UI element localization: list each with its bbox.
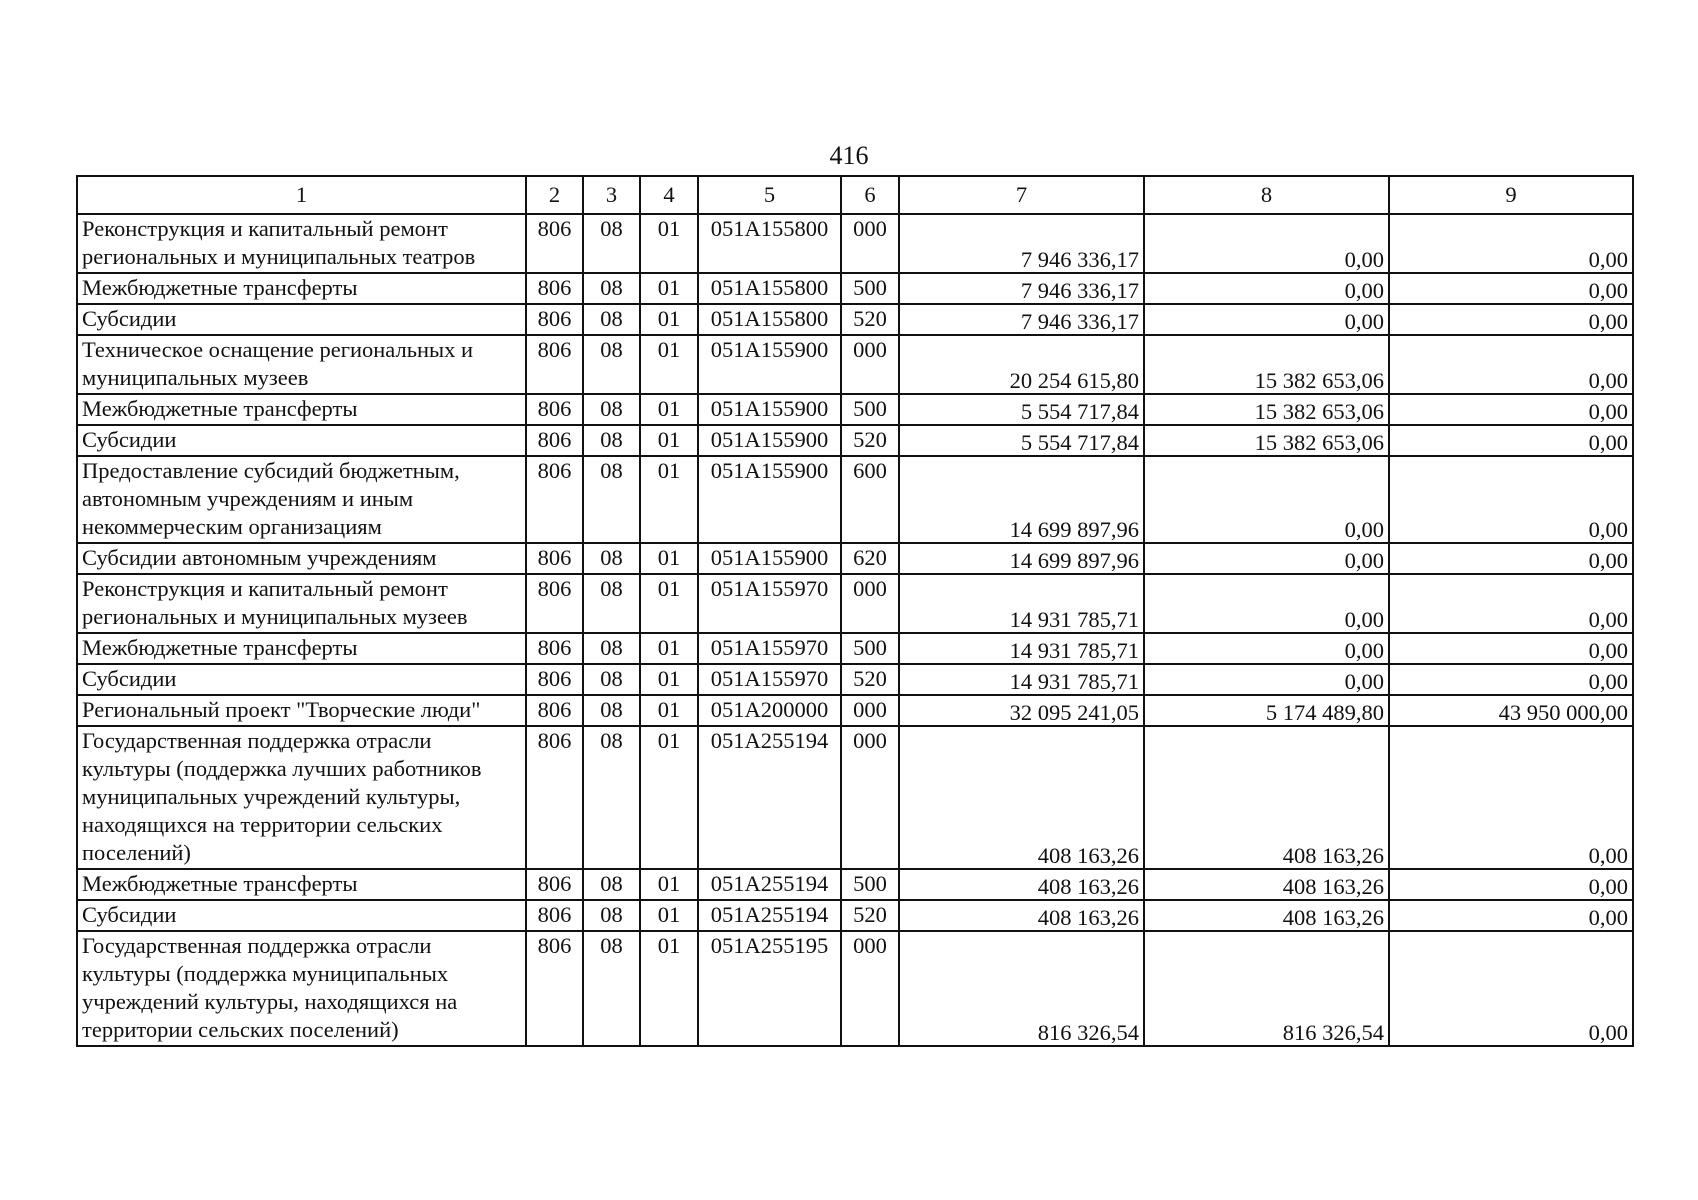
amount-col7-cell bbox=[899, 664, 1144, 695]
subsection-code-cell: 01 bbox=[640, 394, 698, 425]
amount-value: 14 931 785,71 bbox=[1009, 638, 1139, 663]
target-article-cell: 051A200000 bbox=[698, 695, 841, 726]
target-article-cell: 051A255194 bbox=[698, 900, 841, 931]
expense-type-cell: 000 bbox=[841, 574, 899, 633]
expense-type-cell: 000 bbox=[841, 335, 899, 394]
expense-type-cell: 520 bbox=[841, 900, 899, 931]
column-header: 3 bbox=[583, 176, 640, 214]
table-row bbox=[77, 335, 1633, 394]
amount-value: 0,00 bbox=[1588, 278, 1628, 303]
ministry-code-cell: 806 bbox=[526, 425, 583, 456]
item-name-cell: Субсидии автономным учреждениям bbox=[77, 543, 526, 574]
amount-value: 14 931 785,71 bbox=[1009, 669, 1139, 694]
table-body bbox=[77, 214, 1633, 1046]
amount-value: 408 163,26 bbox=[1282, 905, 1384, 930]
ministry-code-cell: 806 bbox=[526, 633, 583, 664]
expense-type-cell: 500 bbox=[841, 394, 899, 425]
amount-col9-cell bbox=[1389, 869, 1633, 900]
page-number: 416 bbox=[829, 141, 869, 170]
section-code-cell: 08 bbox=[583, 931, 640, 1046]
target-article-cell: 051A155970 bbox=[698, 633, 841, 664]
ministry-code-cell: 806 bbox=[526, 931, 583, 1046]
amount-col8-cell bbox=[1144, 931, 1389, 1046]
amount-col8-cell bbox=[1144, 273, 1389, 304]
amount-col8-cell bbox=[1144, 394, 1389, 425]
amount-col7-cell bbox=[899, 695, 1144, 726]
amount-col7-cell bbox=[899, 574, 1144, 633]
amount-value: 14 931 785,71 bbox=[1009, 607, 1139, 632]
amount-value: 43 950 000,00 bbox=[1498, 700, 1628, 725]
section-code-cell: 08 bbox=[583, 695, 640, 726]
amount-col9-cell bbox=[1389, 900, 1633, 931]
column-number-row bbox=[77, 176, 1633, 214]
column-header: 4 bbox=[640, 176, 698, 214]
table-row bbox=[77, 633, 1633, 664]
table-row bbox=[77, 900, 1633, 931]
expense-type-cell: 500 bbox=[841, 869, 899, 900]
amount-col7-cell bbox=[899, 869, 1144, 900]
amount-col8-cell bbox=[1144, 335, 1389, 394]
amount-col7-cell bbox=[899, 273, 1144, 304]
amount-value: 0,00 bbox=[1344, 638, 1384, 663]
ministry-code-cell: 806 bbox=[526, 214, 583, 273]
item-name-cell: Субсидии bbox=[77, 900, 526, 931]
subsection-code-cell: 01 bbox=[640, 335, 698, 394]
ministry-code-cell: 806 bbox=[526, 574, 583, 633]
ministry-code-cell: 806 bbox=[526, 394, 583, 425]
amount-col8-cell bbox=[1144, 869, 1389, 900]
expense-type-cell: 000 bbox=[841, 695, 899, 726]
amount-col8-cell bbox=[1144, 900, 1389, 931]
subsection-code-cell: 01 bbox=[640, 304, 698, 335]
amount-col8-cell bbox=[1144, 543, 1389, 574]
amount-col9-cell bbox=[1389, 726, 1633, 869]
amount-col9-cell bbox=[1389, 335, 1633, 394]
amount-value: 0,00 bbox=[1344, 548, 1384, 573]
amount-value: 5 554 717,84 bbox=[1020, 399, 1139, 424]
amount-value: 5 174 489,80 bbox=[1265, 700, 1384, 725]
amount-value: 408 163,26 bbox=[1037, 843, 1139, 868]
amount-col9-cell bbox=[1389, 543, 1633, 574]
target-article-cell: 051A255194 bbox=[698, 869, 841, 900]
amount-value: 0,00 bbox=[1588, 843, 1628, 868]
amount-col7-cell bbox=[899, 304, 1144, 335]
amount-col7-cell bbox=[899, 335, 1144, 394]
amount-value: 0,00 bbox=[1344, 607, 1384, 632]
item-name-cell: Межбюджетные трансферты bbox=[77, 394, 526, 425]
amount-col9-cell bbox=[1389, 273, 1633, 304]
target-article-cell: 051A155970 bbox=[698, 664, 841, 695]
column-header: 2 bbox=[526, 176, 583, 214]
expense-type-cell: 000 bbox=[841, 726, 899, 869]
amount-value: 408 163,26 bbox=[1037, 905, 1139, 930]
subsection-code-cell: 01 bbox=[640, 425, 698, 456]
amount-value: 15 382 653,06 bbox=[1254, 430, 1384, 455]
amount-value: 15 382 653,06 bbox=[1254, 399, 1384, 424]
amount-col8-cell bbox=[1144, 664, 1389, 695]
table-row bbox=[77, 214, 1633, 273]
item-name-cell: Субсидии bbox=[77, 664, 526, 695]
amount-col9-cell bbox=[1389, 394, 1633, 425]
target-article-cell: 051A155900 bbox=[698, 394, 841, 425]
section-code-cell: 08 bbox=[583, 214, 640, 273]
amount-value: 0,00 bbox=[1588, 669, 1628, 694]
table-row bbox=[77, 304, 1633, 335]
amount-value: 0,00 bbox=[1344, 517, 1384, 542]
expense-type-cell: 600 bbox=[841, 456, 899, 543]
table-row bbox=[77, 425, 1633, 456]
column-header: 9 bbox=[1389, 176, 1633, 214]
item-name-cell: Техническое оснащение региональных и муниципальных музеев bbox=[77, 335, 526, 394]
ministry-code-cell: 806 bbox=[526, 456, 583, 543]
ministry-code-cell: 806 bbox=[526, 664, 583, 695]
section-code-cell: 08 bbox=[583, 304, 640, 335]
amount-col9-cell bbox=[1389, 214, 1633, 273]
amount-value: 0,00 bbox=[1588, 517, 1628, 542]
amount-col9-cell bbox=[1389, 695, 1633, 726]
expense-type-cell: 500 bbox=[841, 273, 899, 304]
amount-value: 5 554 717,84 bbox=[1020, 430, 1139, 455]
amount-col8-cell bbox=[1144, 214, 1389, 273]
amount-col7-cell bbox=[899, 931, 1144, 1046]
table-row bbox=[77, 574, 1633, 633]
amount-col9-cell bbox=[1389, 425, 1633, 456]
ministry-code-cell: 806 bbox=[526, 543, 583, 574]
amount-value: 15 382 653,06 bbox=[1254, 368, 1384, 393]
item-name-cell: Субсидии bbox=[77, 304, 526, 335]
subsection-code-cell: 01 bbox=[640, 869, 698, 900]
amount-col7-cell bbox=[899, 214, 1144, 273]
amount-col7-cell bbox=[899, 633, 1144, 664]
amount-col8-cell bbox=[1144, 425, 1389, 456]
amount-value: 0,00 bbox=[1344, 247, 1384, 272]
section-code-cell: 08 bbox=[583, 869, 640, 900]
amount-col8-cell bbox=[1144, 304, 1389, 335]
target-article-cell: 051A255194 bbox=[698, 726, 841, 869]
amount-col7-cell bbox=[899, 394, 1144, 425]
amount-col8-cell bbox=[1144, 695, 1389, 726]
amount-value: 0,00 bbox=[1588, 548, 1628, 573]
amount-col8-cell bbox=[1144, 574, 1389, 633]
amount-col7-cell bbox=[899, 425, 1144, 456]
item-name-cell: Реконструкция и капитальный ремонт региональных и муниципальных музеев bbox=[77, 574, 526, 633]
amount-value: 0,00 bbox=[1344, 278, 1384, 303]
target-article-cell: 051A155800 bbox=[698, 214, 841, 273]
amount-col7-cell bbox=[899, 900, 1144, 931]
target-article-cell: 051A155800 bbox=[698, 273, 841, 304]
subsection-code-cell: 01 bbox=[640, 456, 698, 543]
expense-type-cell: 520 bbox=[841, 304, 899, 335]
table-row bbox=[77, 726, 1633, 869]
ministry-code-cell: 806 bbox=[526, 726, 583, 869]
amount-value: 7 946 336,17 bbox=[1020, 309, 1139, 334]
section-code-cell: 08 bbox=[583, 574, 640, 633]
item-name-cell: Реконструкция и капитальный ремонт региональных и муниципальных театров bbox=[77, 214, 526, 273]
column-header: 8 bbox=[1144, 176, 1389, 214]
target-article-cell: 051A255195 bbox=[698, 931, 841, 1046]
subsection-code-cell: 01 bbox=[640, 664, 698, 695]
amount-value: 0,00 bbox=[1588, 607, 1628, 632]
amount-col9-cell bbox=[1389, 574, 1633, 633]
amount-value: 816 326,54 bbox=[1037, 1020, 1139, 1045]
ministry-code-cell: 806 bbox=[526, 695, 583, 726]
column-header: 1 bbox=[77, 176, 526, 214]
amount-col7-cell bbox=[899, 726, 1144, 869]
item-name-cell: Государственная поддержка отрасли культуры (поддержка муниципальных учреждений культуры, находящихся на территории сельских поселений) bbox=[77, 931, 526, 1046]
amount-value: 7 946 336,17 bbox=[1020, 278, 1139, 303]
table-row bbox=[77, 456, 1633, 543]
ministry-code-cell: 806 bbox=[526, 335, 583, 394]
amount-value: 0,00 bbox=[1588, 874, 1628, 899]
amount-col7-cell bbox=[899, 456, 1144, 543]
table-row bbox=[77, 543, 1633, 574]
subsection-code-cell: 01 bbox=[640, 900, 698, 931]
section-code-cell: 08 bbox=[583, 335, 640, 394]
subsection-code-cell: 01 bbox=[640, 543, 698, 574]
expense-type-cell: 500 bbox=[841, 633, 899, 664]
item-name-cell: Межбюджетные трансферты bbox=[77, 633, 526, 664]
subsection-code-cell: 01 bbox=[640, 695, 698, 726]
column-header: 5 bbox=[698, 176, 841, 214]
expense-type-cell: 520 bbox=[841, 664, 899, 695]
amount-value: 20 254 615,80 bbox=[1009, 368, 1139, 393]
amount-value: 408 163,26 bbox=[1037, 874, 1139, 899]
target-article-cell: 051A155900 bbox=[698, 543, 841, 574]
item-name-cell: Предоставление субсидий бюджетным, автономным учреждениям и иным некоммерческим организациям bbox=[77, 456, 526, 543]
amount-col9-cell bbox=[1389, 456, 1633, 543]
amount-value: 408 163,26 bbox=[1282, 843, 1384, 868]
table-row bbox=[77, 869, 1633, 900]
section-code-cell: 08 bbox=[583, 456, 640, 543]
amount-value: 14 699 897,96 bbox=[1009, 517, 1139, 542]
amount-value: 0,00 bbox=[1588, 309, 1628, 334]
ministry-code-cell: 806 bbox=[526, 900, 583, 931]
ministry-code-cell: 806 bbox=[526, 304, 583, 335]
amount-value: 408 163,26 bbox=[1282, 874, 1384, 899]
amount-col9-cell bbox=[1389, 633, 1633, 664]
column-header: 7 bbox=[899, 176, 1144, 214]
subsection-code-cell: 01 bbox=[640, 273, 698, 304]
expense-type-cell: 520 bbox=[841, 425, 899, 456]
amount-value: 0,00 bbox=[1344, 669, 1384, 694]
target-article-cell: 051A155800 bbox=[698, 304, 841, 335]
ministry-code-cell: 806 bbox=[526, 273, 583, 304]
ministry-code-cell: 806 bbox=[526, 869, 583, 900]
table-row bbox=[77, 273, 1633, 304]
table-row bbox=[77, 664, 1633, 695]
item-name-cell: Государственная поддержка отрасли культуры (поддержка лучших работников муниципальных учреждений культуры, находящихся на территории сельских поселений) bbox=[77, 726, 526, 869]
budget-table bbox=[76, 175, 1634, 1047]
amount-value: 0,00 bbox=[1588, 247, 1628, 272]
amount-value: 0,00 bbox=[1344, 309, 1384, 334]
amount-col9-cell bbox=[1389, 304, 1633, 335]
amount-col9-cell bbox=[1389, 664, 1633, 695]
item-name-cell: Региональный проект "Творческие люди" bbox=[77, 695, 526, 726]
amount-col7-cell bbox=[899, 543, 1144, 574]
amount-value: 0,00 bbox=[1588, 638, 1628, 663]
amount-col8-cell bbox=[1144, 633, 1389, 664]
subsection-code-cell: 01 bbox=[640, 633, 698, 664]
amount-value: 0,00 bbox=[1588, 368, 1628, 393]
section-code-cell: 08 bbox=[583, 425, 640, 456]
table-row bbox=[77, 695, 1633, 726]
section-code-cell: 08 bbox=[583, 543, 640, 574]
amount-col8-cell bbox=[1144, 456, 1389, 543]
table-row bbox=[77, 394, 1633, 425]
section-code-cell: 08 bbox=[583, 726, 640, 869]
target-article-cell: 051A155900 bbox=[698, 425, 841, 456]
amount-value: 816 326,54 bbox=[1282, 1020, 1384, 1045]
amount-value: 32 095 241,05 bbox=[1009, 700, 1139, 725]
amount-col8-cell bbox=[1144, 726, 1389, 869]
target-article-cell: 051A155900 bbox=[698, 335, 841, 394]
item-name-cell: Межбюджетные трансферты bbox=[77, 869, 526, 900]
item-name-cell: Субсидии bbox=[77, 425, 526, 456]
subsection-code-cell: 01 bbox=[640, 726, 698, 869]
amount-value: 7 946 336,17 bbox=[1020, 247, 1139, 272]
subsection-code-cell: 01 bbox=[640, 574, 698, 633]
amount-value: 0,00 bbox=[1588, 430, 1628, 455]
amount-value: 0,00 bbox=[1588, 905, 1628, 930]
amount-col9-cell bbox=[1389, 931, 1633, 1046]
column-header: 6 bbox=[841, 176, 899, 214]
amount-value: 0,00 bbox=[1588, 399, 1628, 424]
amount-value: 0,00 bbox=[1588, 1020, 1628, 1045]
target-article-cell: 051A155900 bbox=[698, 456, 841, 543]
table-row bbox=[77, 931, 1633, 1046]
section-code-cell: 08 bbox=[583, 900, 640, 931]
section-code-cell: 08 bbox=[583, 633, 640, 664]
amount-value: 14 699 897,96 bbox=[1009, 548, 1139, 573]
item-name-cell: Межбюджетные трансферты bbox=[77, 273, 526, 304]
expense-type-cell: 000 bbox=[841, 214, 899, 273]
section-code-cell: 08 bbox=[583, 394, 640, 425]
section-code-cell: 08 bbox=[583, 664, 640, 695]
subsection-code-cell: 01 bbox=[640, 931, 698, 1046]
subsection-code-cell: 01 bbox=[640, 214, 698, 273]
target-article-cell: 051A155970 bbox=[698, 574, 841, 633]
expense-type-cell: 000 bbox=[841, 931, 899, 1046]
expense-type-cell: 620 bbox=[841, 543, 899, 574]
section-code-cell: 08 bbox=[583, 273, 640, 304]
